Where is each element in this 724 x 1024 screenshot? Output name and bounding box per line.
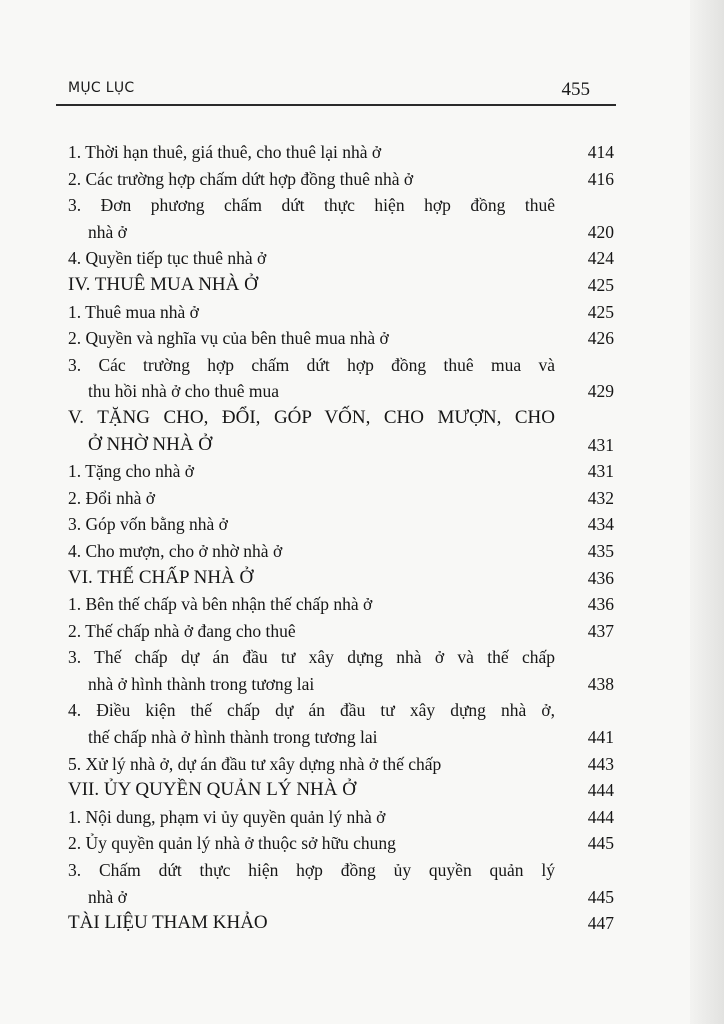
toc-entry xyxy=(68,352,614,405)
page-number: 455 xyxy=(561,79,590,100)
toc-entry-title: VI. THẾ CHẤP NHÀ Ở xyxy=(68,566,254,588)
toc-entry-title: 1. Tặng cho nhà ở xyxy=(68,461,195,482)
toc-page-number: 429 xyxy=(587,381,614,402)
toc-entry-title: 2. Thế chấp nhà ở đang cho thuê xyxy=(68,620,296,641)
toc-entry-title: 2. Quyền và nghĩa vụ của bên thuê mua nhà ở xyxy=(68,328,389,349)
toc-page-number: 414 xyxy=(587,142,614,162)
toc-entry-title: thế chấp nhà ở hình thành trong tương lai xyxy=(88,727,378,748)
toc-entry-title: 1. Thuê mua nhà ở xyxy=(68,301,199,322)
toc-entry xyxy=(68,485,614,512)
page-edge-shadow xyxy=(690,0,724,1024)
toc-section xyxy=(68,910,614,937)
toc-entry-title: thu hồi nhà ở cho thuê mua xyxy=(88,381,280,402)
toc-entry-title: nhà ở xyxy=(88,886,127,907)
toc-entry xyxy=(68,458,614,485)
toc-page-number: 436 xyxy=(587,567,614,588)
toc-entry xyxy=(68,830,614,857)
toc-page-number: 444 xyxy=(587,806,614,827)
toc-entry xyxy=(68,751,614,778)
toc-page-number: 425 xyxy=(587,301,614,322)
toc-entry xyxy=(68,299,614,326)
toc-entry-title: Ở NHỜ NHÀ Ở xyxy=(88,433,213,455)
toc-page-number: 431 xyxy=(587,461,614,482)
header-rule xyxy=(56,104,616,106)
toc-page-number: 445 xyxy=(587,886,614,907)
toc-page-number: 426 xyxy=(587,328,614,349)
toc-entry xyxy=(68,591,614,618)
toc-entry-title: nhà ở hình thành trong tương lai xyxy=(88,673,315,694)
toc-page-number: 444 xyxy=(587,780,614,801)
table-of-contents xyxy=(68,139,614,937)
toc-entry xyxy=(68,166,614,193)
toc-entry xyxy=(68,245,614,272)
toc-page-number: 434 xyxy=(587,514,614,535)
toc-entry xyxy=(68,697,614,750)
toc-section xyxy=(68,405,614,458)
toc-page-number: 438 xyxy=(587,673,614,694)
toc-entry-title: 1. Nội dung, phạm vi ủy quyền quản lý nhà ở xyxy=(68,806,386,827)
toc-page-number: 443 xyxy=(587,753,614,774)
toc-entry xyxy=(68,511,614,538)
toc-entry xyxy=(68,857,614,910)
toc-page-number: 435 xyxy=(587,540,614,561)
toc-page-number: 425 xyxy=(587,274,614,295)
toc-page-number: 436 xyxy=(587,594,614,615)
toc-entry-title: 2. Các trường hợp chấm dứt hợp đồng thuê nhà ở xyxy=(68,168,414,189)
toc-entry-title: 1. Bên thế chấp và bên nhận thế chấp nhà ở xyxy=(68,594,373,615)
toc-entry-title: 1. Thời hạn thuê, giá thuê, cho thuê lại nhà ở xyxy=(68,142,382,162)
toc-page-number: 441 xyxy=(587,727,614,748)
toc-entry xyxy=(68,644,614,697)
toc-entry-title: 3. Thế chấp dự án đầu tư xây dựng nhà ở và thế chấp xyxy=(68,647,555,668)
toc-entry xyxy=(68,139,614,166)
toc-page-number: 416 xyxy=(587,168,614,189)
toc-entry-title: TÀI LIỆU THAM KHẢO xyxy=(68,912,268,934)
toc-entry-title: 2. Đổi nhà ở xyxy=(68,487,156,508)
toc-entry-title: 4. Cho mượn, cho ở nhờ nhà ở xyxy=(68,540,283,561)
toc-page-number: 420 xyxy=(587,221,614,242)
toc-section xyxy=(68,272,614,299)
toc-entry-title: 3. Chấm dứt thực hiện hợp đồng ủy quyền quản lý xyxy=(68,860,555,881)
toc-entry-title: 2. Ủy quyền quản lý nhà ở thuộc sở hữu chung xyxy=(68,833,396,854)
toc-entry-title: 3. Góp vốn bằng nhà ở xyxy=(68,514,228,535)
toc-entry-title: 4. Quyền tiếp tục thuê nhà ở xyxy=(68,248,267,269)
toc-page-number: 431 xyxy=(587,434,614,455)
toc-page-number: 445 xyxy=(587,833,614,854)
toc-page-number: 437 xyxy=(587,620,614,641)
toc-entry xyxy=(68,325,614,352)
toc-entry-title: 3. Đơn phương chấm dứt thực hiện hợp đồng thuê xyxy=(68,195,555,216)
toc-entry xyxy=(68,192,614,245)
toc-entry-title: 3. Các trường hợp chấm dứt hợp đồng thuê mua và xyxy=(68,354,555,375)
toc-entry-title: 5. Xử lý nhà ở, dự án đầu tư xây dựng nhà ở thế chấp xyxy=(68,753,442,774)
toc-entry-title: V. TẶNG CHO, ĐỔI, GÓP VỐN, CHO MƯỢN, CHO xyxy=(68,406,555,428)
toc-page-number: 447 xyxy=(587,913,614,934)
toc-entry xyxy=(68,618,614,645)
toc-section xyxy=(68,777,614,804)
toc-entry-title: 4. Điều kiện thế chấp dự án đầu tư xây dựng nhà ở, xyxy=(68,700,555,721)
toc-entry xyxy=(68,804,614,831)
toc-page-number: 424 xyxy=(587,248,614,269)
running-header-title: MỤC LỤC xyxy=(68,80,135,96)
toc-entry xyxy=(68,538,614,565)
toc-entry-title: VII. ỦY QUYỀN QUẢN LÝ NHÀ Ở xyxy=(68,779,356,801)
toc-section xyxy=(68,565,614,592)
toc-entry-title: IV. THUÊ MUA NHÀ Ở xyxy=(68,273,258,295)
toc-entry-title: nhà ở xyxy=(88,221,127,242)
toc-page-number: 432 xyxy=(587,487,614,508)
